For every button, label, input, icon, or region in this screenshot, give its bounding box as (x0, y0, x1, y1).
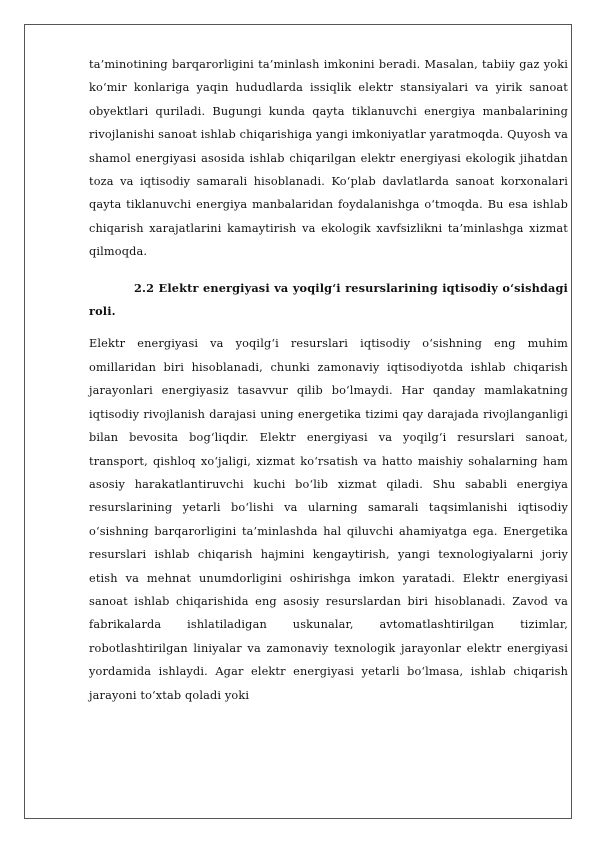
document-body (89, 53, 568, 707)
body-paragraph: Elektr energiyasi va yoqilg‘i resurslari iqtisodiy o‘sishning eng muhim omillaridan biri hisoblanadi, chunki zamonaviy iqtisodiyotda ishlab chiqarish jarayonlari energiyasiz tasavvur qilib bo‘lmaydi. Har qanday mamlakatning iqtisodiy rivojlanish darajasi uning energetika tizimi qay darajada rivojlanganligi bilan bevosita bog‘liqdir. Elektr energiyasi va yoqilg‘i resurslari sanoat, transport, qishloq xo‘jaligi, xizmat ko‘rsatish va hatto maishiy sohalarning ham asosiy harakatlantiruvchi kuchi bo‘lib xizmat qiladi. Shu sababli energiya resurslarining yetarli bo‘lishi va ularning samarali taqsimlanishi iqtisodiy o‘sishning barqarorligini ta’minlashda hal qiluvchi ahamiyatga ega. Energetika resurslari ishlab chiqarish hajmini kengaytirish, yangi texnologiyalarni joriy etish va mehnat unumdorligini oshirishga imkon yaratadi. Elektr energiyasi sanoat ishlab chiqarishida eng asosiy resurslardan biri hisoblanadi. Zavod va fabrikalarda ishlatiladigan uskunalar, avtomatlashtirilgan tizimlar, robotlashtirilgan liniyalar va zamonaviy texnologik jarayonlar elektr energiyasi yordamida ishlaydi. Agar elektr energiyasi yetarli bo‘lmasa, ishlab chiqarish jarayoni to‘xtab qoladi yoki (89, 337, 568, 702)
section-heading: 2.2 Elektr energiyasi va yoqilg‘i resurslarining iqtisodiy o‘sishdagi roli. (89, 280, 568, 319)
intro-paragraph: ta’minotining barqarorligini ta’minlash imkonini beradi. Masalan, tabiiy gaz yoki ko‘mir konlariga yaqin hududlarda issiqlik elektr stansiyalari va yirik sanoat obyektlari quriladi. Bugungi kunda qayta tiklanuvchi energiya manbalarining rivojlanishi sanoat ishlab chiqarishiga yangi imkoniyatlar yaratmoqda. Quyosh va shamol energiyasi asosida ishlab chiqarilgan elektr energiyasi ekologik jihatdan toza va iqtisodiy samarali hisoblanadi. Ko‘plab davlatlarda sanoat korxonalari qayta tiklanuvchi energiya manbalaridan foydalanishga o‘tmoqda. Bu esa ishlab chiqarish xarajatlarini kamaytirish va ekologik xavfsizlikni ta’minlashga xizmat qilmoqda. (89, 58, 568, 259)
